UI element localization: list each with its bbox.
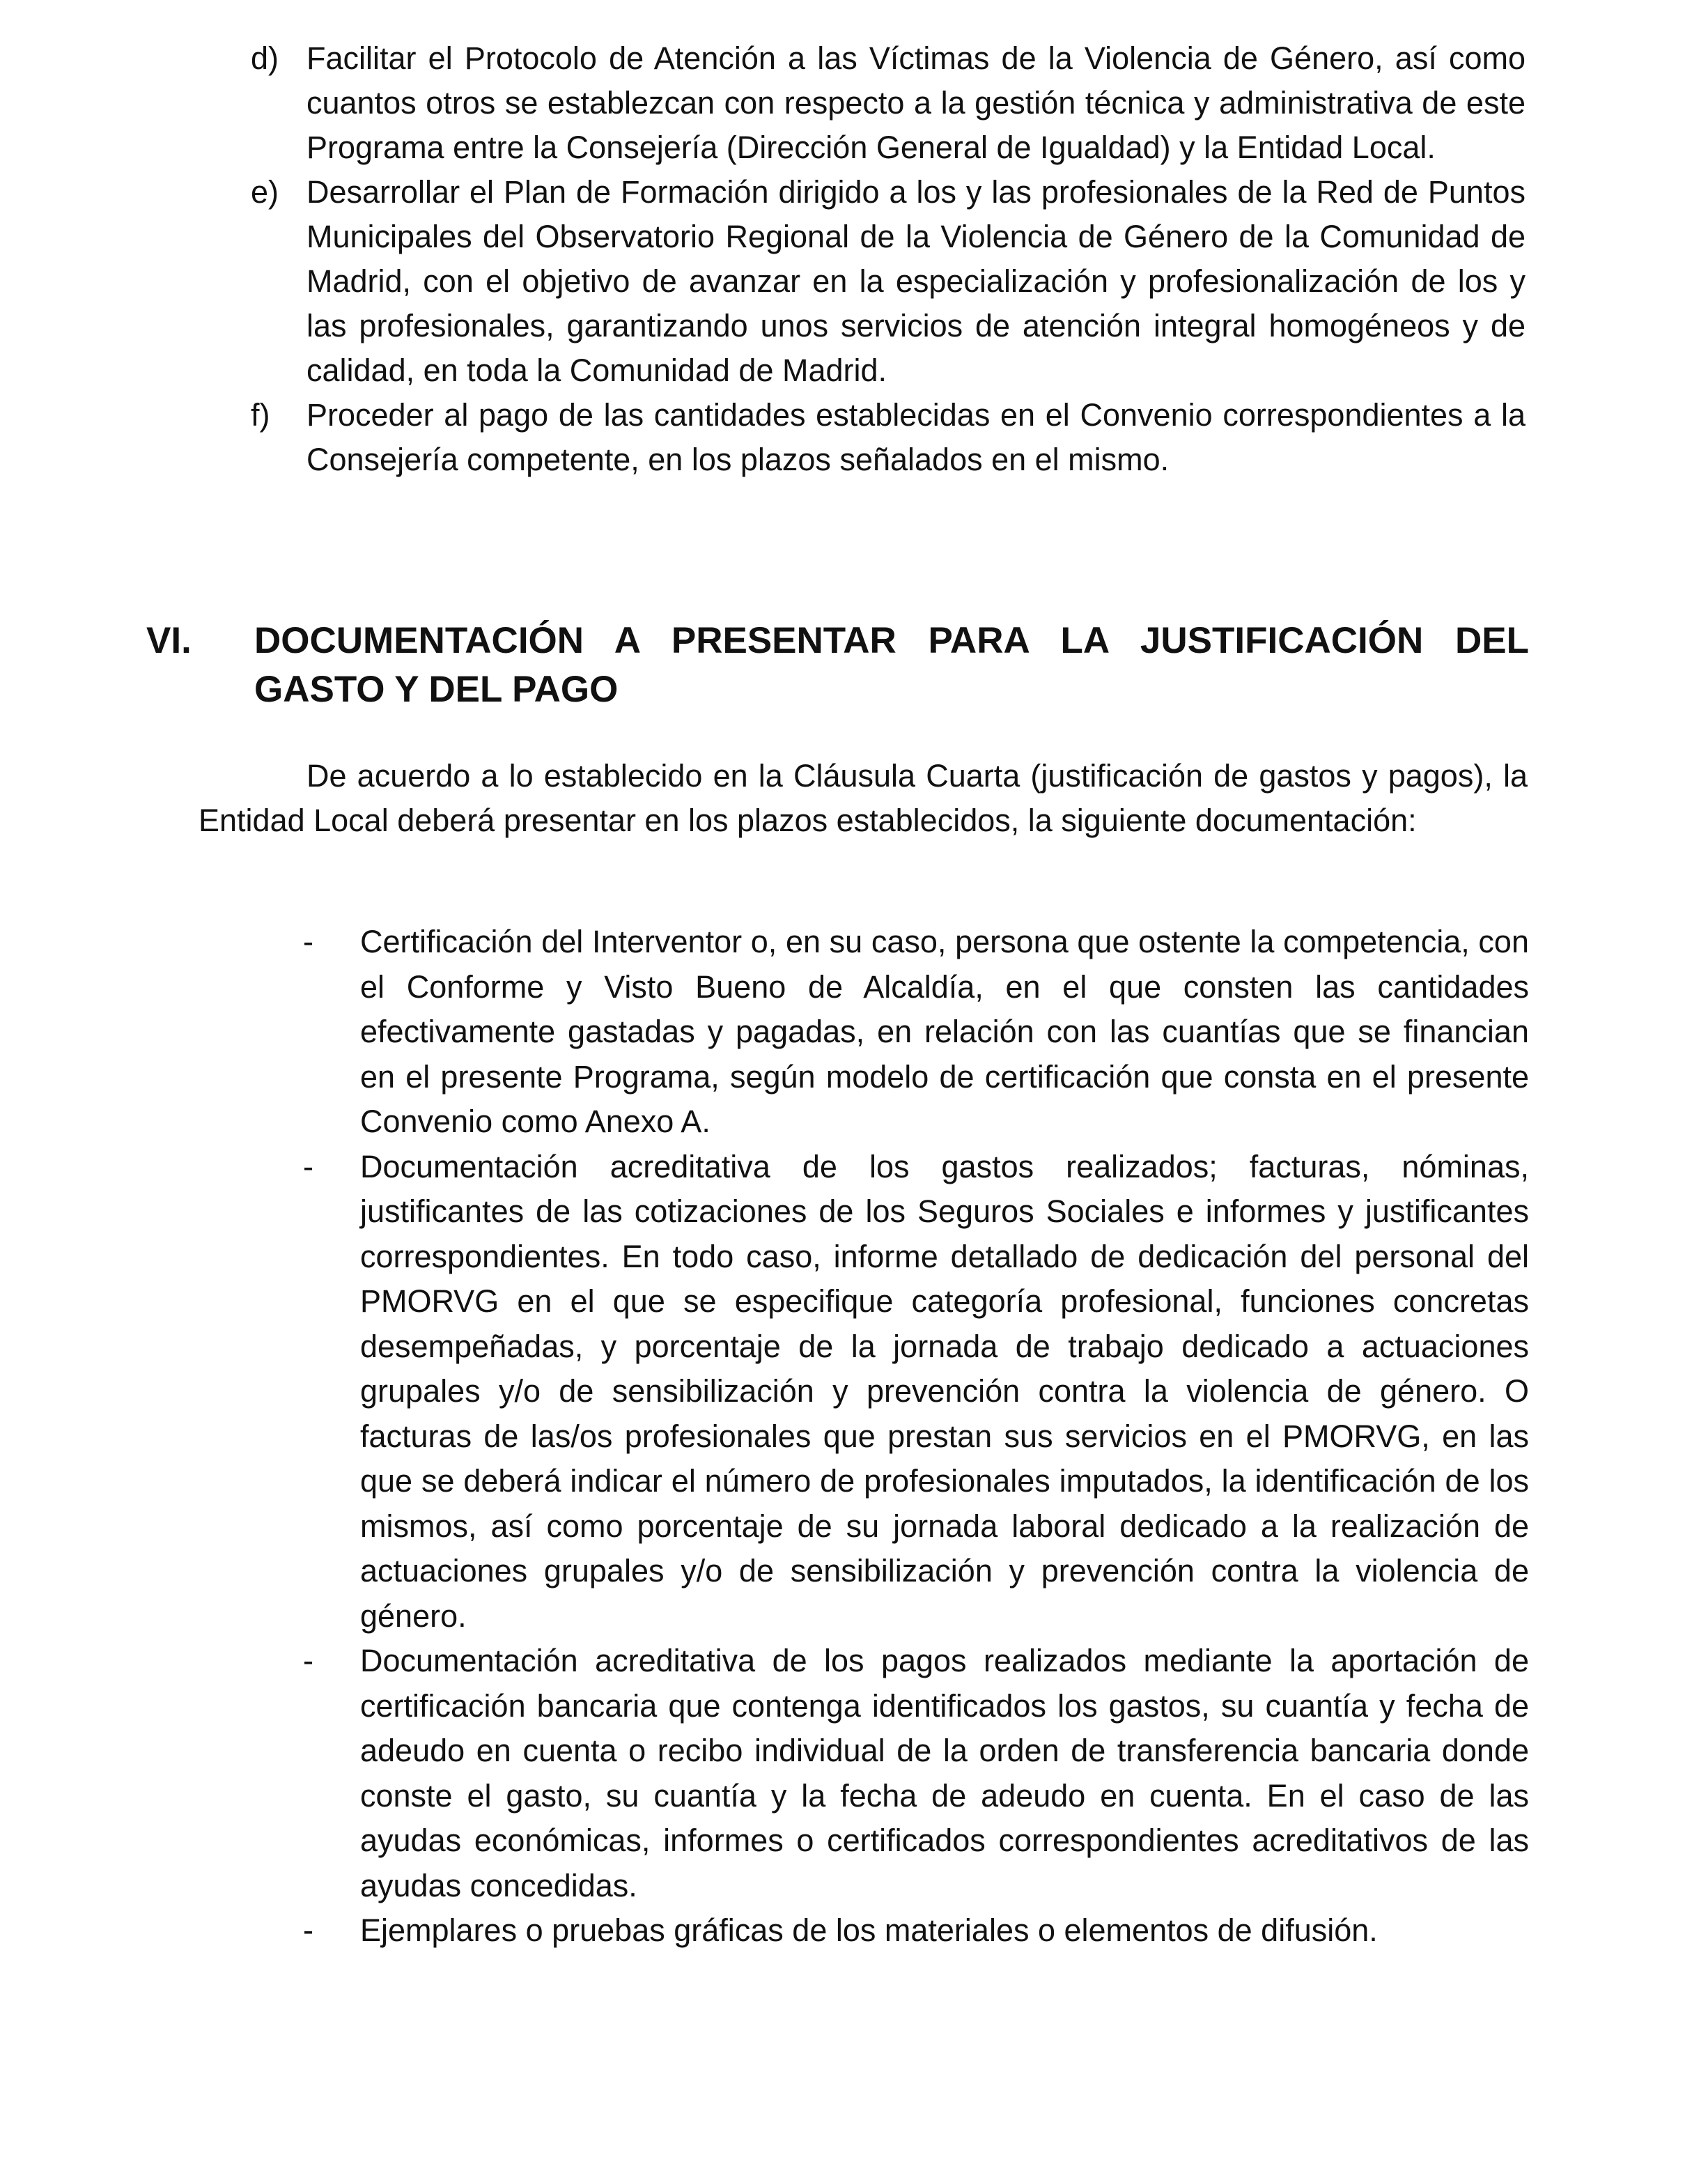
section-number: VI.	[146, 620, 192, 661]
dash-marker: -	[303, 1912, 313, 1948]
list-item-f	[251, 393, 1525, 482]
list-item-text: Ejemplares o pruebas gráficas de los materiales o elementos de difusión.	[360, 1912, 1378, 1948]
list-item-text: Facilitar el Protocolo de Atención a las Víctimas de la Violencia de Género, así como cuantos otros se establezcan con respecto a la gestión técnica y administrativa de este Programa entre la Consejería (Dirección General de Igualdad) y la Entidad Local.	[306, 40, 1525, 165]
list-item-text: Documentación acreditativa de los gastos realizados; facturas, nóminas, justificantes de las cotizaciones de los Seguros Sociales e informes y justificantes correspondientes. En todo caso, informe detallado de dedicación del personal del PMORVG en el que se especifique categoría profesional, funciones concretas desempeñadas, y porcentaje de la jornada de trabajo dedicado a actuaciones grupales y/o de sensibilización y prevención contra la violencia de género. O facturas de las/os profesionales que prestan sus servicios en el PMORVG, en las que se deberá indicar el número de profesionales imputados, la identificación de los mismos, así como porcentaje de su jornada laboral dedicado a la realización de actuaciones grupales y/o de sensibilización y prevención contra la violencia de género.	[360, 1148, 1529, 1634]
dash-marker: -	[303, 924, 313, 959]
list-item	[303, 920, 1529, 1145]
list-item-d	[251, 36, 1525, 170]
list-item	[303, 1145, 1529, 1639]
section-title: DOCUMENTACIÓN A PRESENTAR PARA LA JUSTIFICACIÓN DEL GASTO Y DEL PAGO	[254, 620, 1529, 710]
lettered-list	[251, 36, 1525, 482]
list-marker: e)	[251, 174, 279, 210]
dash-marker: -	[303, 1643, 313, 1678]
dash-list	[303, 920, 1529, 1954]
list-item-text: Desarrollar el Plan de Formación dirigido a los y las profesionales de la Red de Puntos Municipales del Observatorio Regional de la Violencia de Género de la Comunidad de Madrid, con el objetivo de avanzar en la especialización y profesionalización de los y las profesionales, garantizando unos servicios de atención integral homogéneos y de calidad, en toda la Comunidad de Madrid.	[306, 174, 1525, 388]
list-item-text: Documentación acreditativa de los pagos realizados mediante la aportación de certificación bancaria que contenga identificados los gastos, su cuantía y fecha de adeudo en cuenta o recibo individual de la orden de transferencia bancaria donde conste el gasto, su cuantía y la fecha de adeudo en cuenta. En el caso de las ayudas económicas, informes o certificados correspondientes acreditativos de las ayudas concedidas.	[360, 1643, 1529, 1903]
list-item-text: Certificación del Interventor o, en su caso, persona que ostente la competencia, con el Conforme y Visto Bueno de Alcaldía, en el que consten las cantidades efectivamente gastadas y pagadas, en relación con las cuantías que se financian en el presente Programa, según modelo de certificación que consta en el presente Convenio como Anexo A.	[360, 924, 1529, 1139]
list-item-text: Proceder al pago de las cantidades establecidas en el Convenio correspondientes a la Consejería competente, en los plazos señalados en el mismo.	[306, 397, 1525, 477]
list-marker: f)	[251, 397, 270, 433]
list-item	[303, 1908, 1529, 1954]
section-heading	[146, 617, 1529, 714]
list-item-e	[251, 170, 1525, 393]
intro-paragraph: De acuerdo a lo establecido en la Cláusula Cuarta (justificación de gastos y pagos), la Entidad Local deberá presentar en los plazos establecidos, la siguiente documentación:	[199, 758, 1528, 838]
dash-marker: -	[303, 1148, 313, 1184]
list-item	[303, 1639, 1529, 1908]
list-marker: d)	[251, 40, 279, 76]
